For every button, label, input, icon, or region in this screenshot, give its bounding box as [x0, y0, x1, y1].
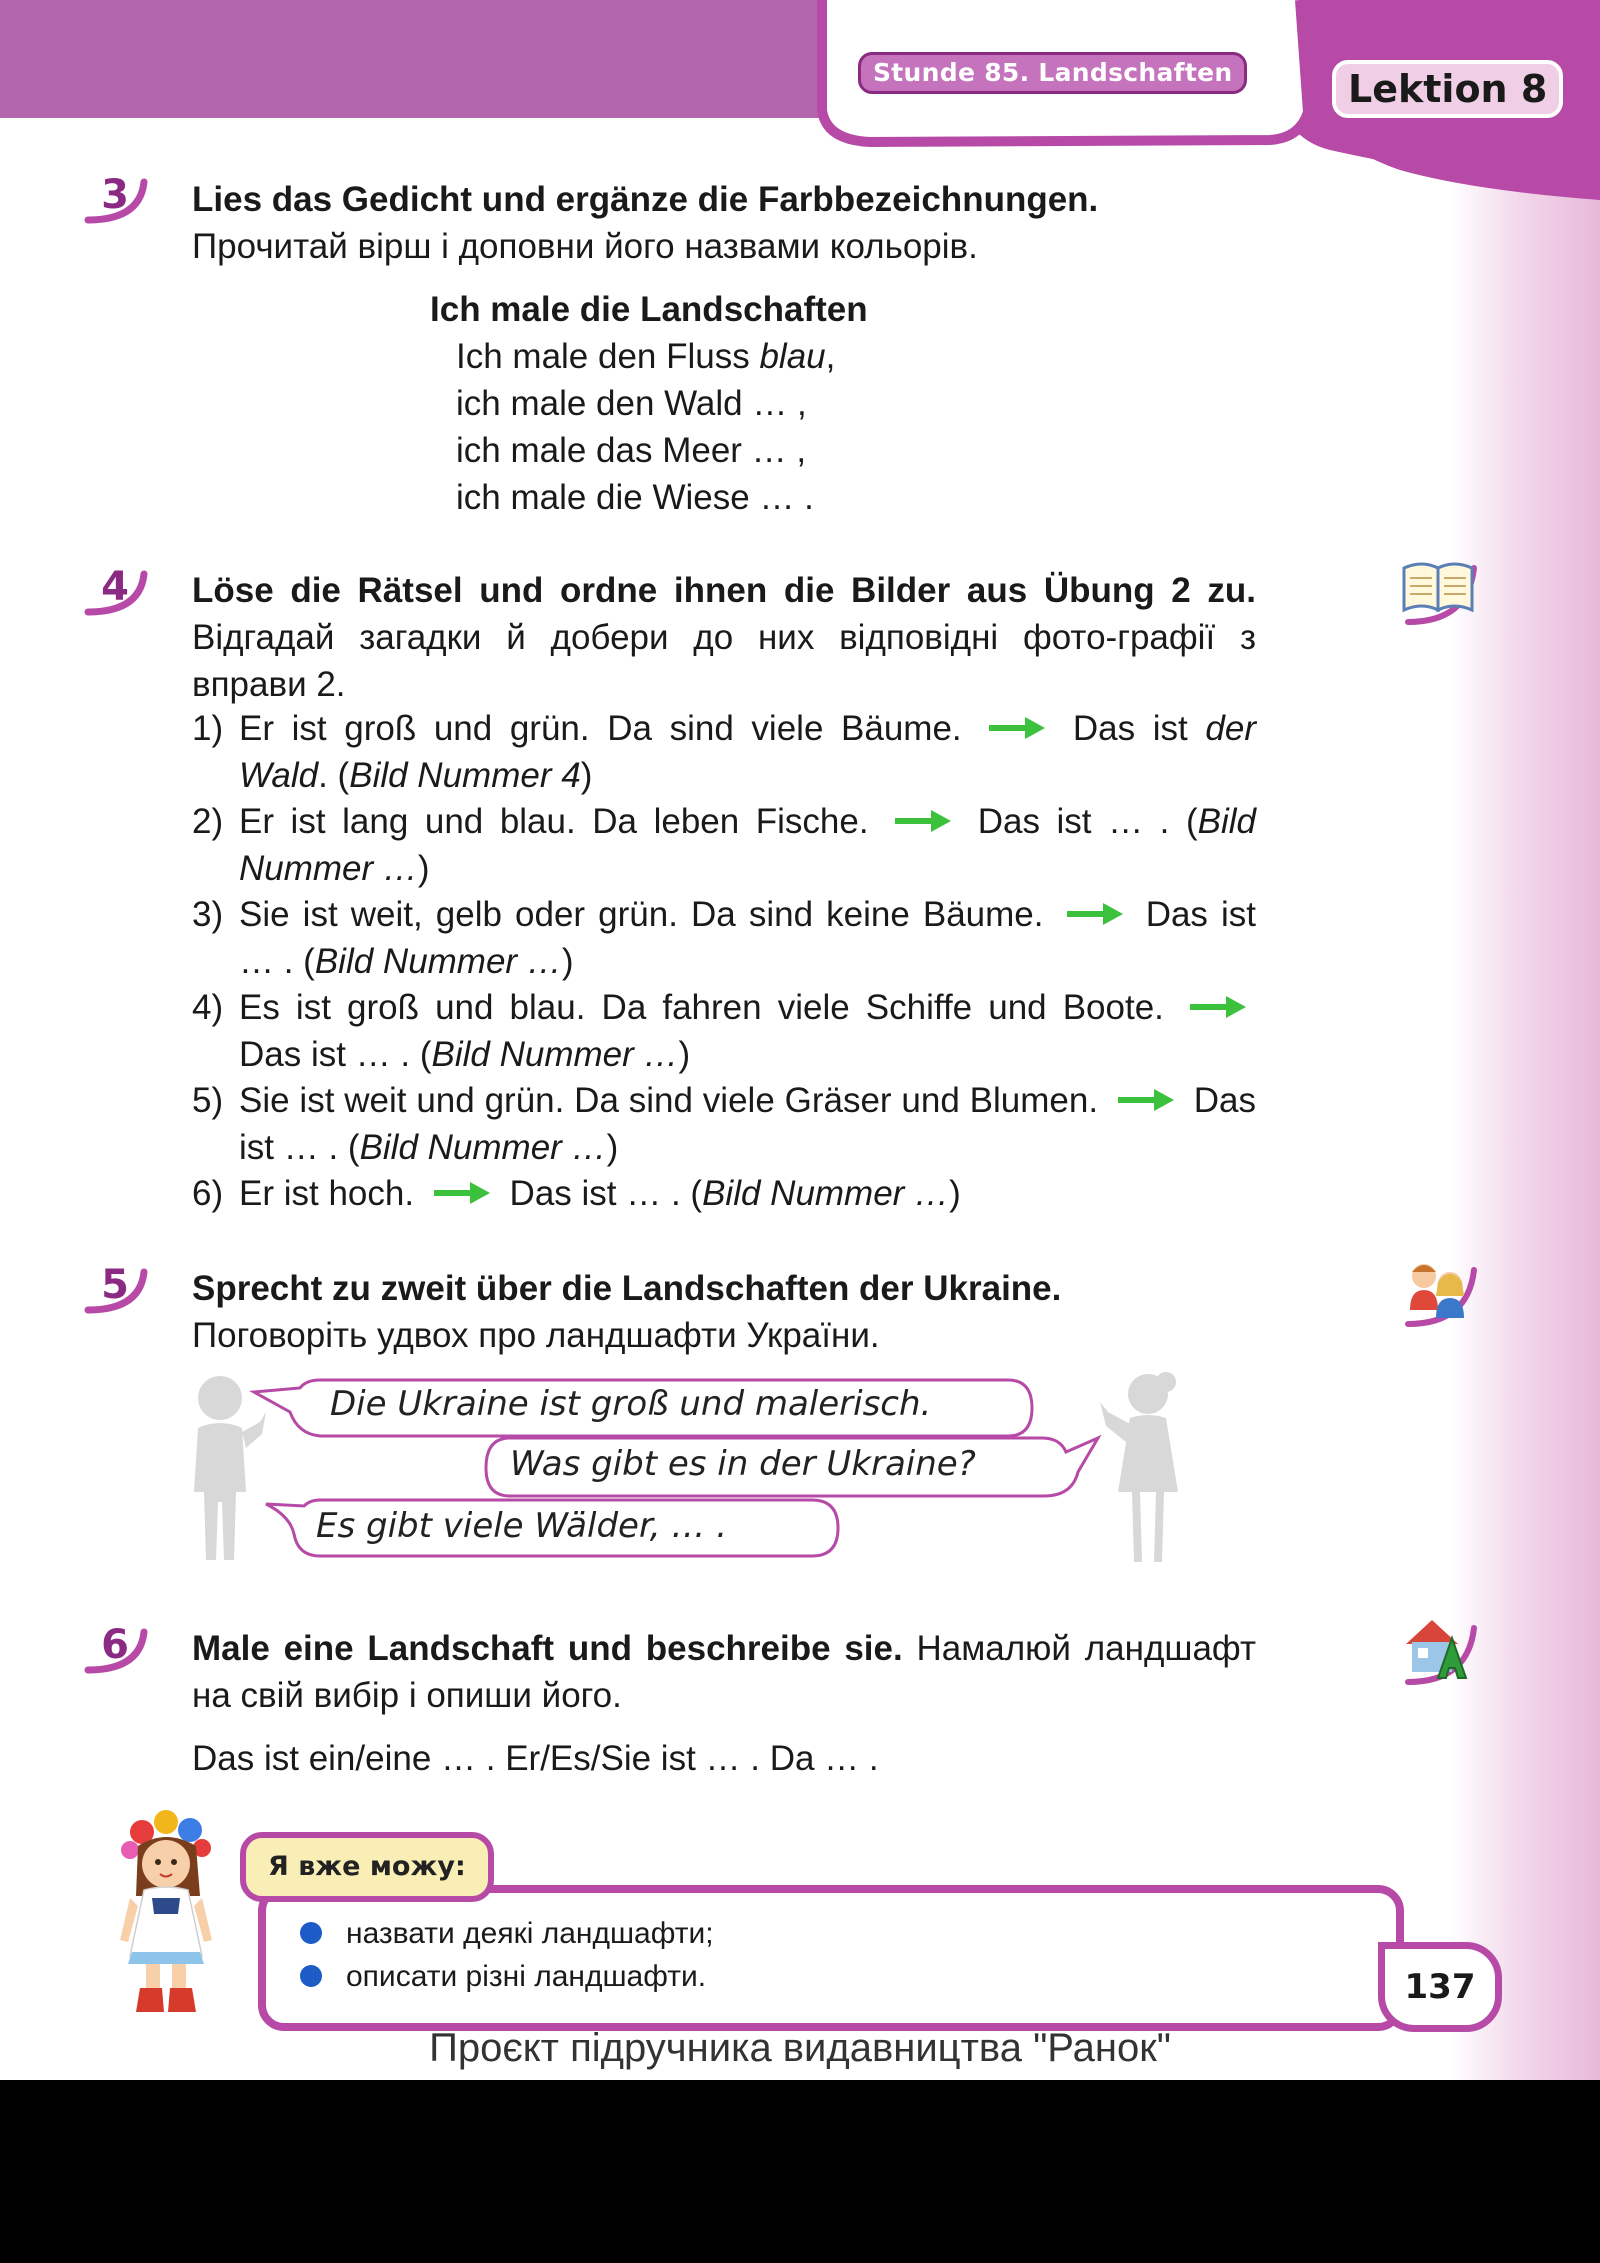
riddle-paren-close: ) — [561, 942, 574, 981]
task3-title-uk: Прочитай вірш і доповни його назвами кольорів. — [192, 227, 978, 266]
riddle-text: Er ist hoch. — [239, 1174, 415, 1213]
riddle-picture-number: 4 — [551, 756, 581, 795]
poem-line-1-example: blau — [759, 337, 826, 376]
riddle-number: 5) — [192, 1081, 224, 1120]
speech-bubble-2 — [482, 1432, 1102, 1500]
riddle-item — [192, 1170, 1256, 1217]
task5-instruction — [192, 1265, 1256, 1359]
can-do-tab: Я вже можу: — [240, 1832, 494, 1902]
task5-title-de: Sprecht zu zweit über die Landschaften der Ukraine. — [192, 1269, 1062, 1308]
riddle-body — [239, 891, 1256, 985]
number-bracket-icon — [80, 1626, 154, 1678]
riddle-number: 2) — [192, 802, 224, 841]
riddle-item — [192, 984, 1256, 1078]
task-number-3 — [84, 168, 146, 222]
list-item — [300, 1955, 714, 1998]
riddle-prompt: Das ist — [1072, 709, 1188, 748]
bubble-text-3: Es gibt viele Wälder, … . — [316, 1506, 728, 1546]
riddle-paren: ( — [1185, 802, 1198, 841]
task4-title-uk: Відгадай загадки й добери до них відповідні фото-графії з вправи 2. — [192, 618, 1256, 704]
task-number-5 — [84, 1258, 146, 1312]
riddle-number: 3) — [192, 895, 224, 934]
riddle-picture-number: … — [561, 1128, 607, 1167]
poem-title: Ich male die Landschaften — [430, 290, 868, 329]
task5-title-uk: Поговоріть удвох про ландшафти України. — [192, 1316, 880, 1355]
task-number-label: 3 — [101, 172, 129, 218]
bubble-text-2: Was gibt es in der Ukraine? — [510, 1444, 976, 1484]
riddle-body — [239, 798, 1256, 892]
riddle-text: Sie ist weit, gelb oder grün. Da sind keine Bäume. — [239, 895, 1044, 934]
task3-title-de: Lies das Gedicht und ergänze die Farbbezeichnungen. — [192, 180, 1099, 219]
publisher-footer: Проєкт підручника видавництва "Ранок" — [429, 2026, 1171, 2070]
riddle-body — [239, 984, 1256, 1078]
house-letter-a-icon — [1398, 1608, 1482, 1692]
riddle-picture-number: … — [904, 1174, 950, 1213]
girl-silhouette-icon — [1090, 1372, 1190, 1568]
riddle-text: Er ist lang und blau. Da leben Fische. — [239, 802, 869, 841]
riddle-picture-number: … — [633, 1035, 679, 1074]
poem — [430, 286, 868, 521]
task6-instruction — [192, 1625, 1256, 1719]
riddle-picture-number: … — [373, 849, 418, 888]
page-number: 137 — [1378, 1942, 1502, 2032]
poem-line-1-text: Ich male den Fluss — [456, 337, 760, 376]
poem-line-1-comma: , — [825, 337, 836, 376]
riddle-text: Er ist groß und grün. Da sind viele Bäume. — [239, 709, 962, 748]
riddle-paren-close: ) — [606, 1128, 619, 1167]
riddle-item — [192, 1077, 1256, 1171]
riddle-prompt: Das ist … . ( — [239, 1035, 432, 1074]
poem-line-3: ich male das Meer … , — [456, 431, 807, 470]
riddle-item — [192, 798, 1256, 892]
speech-bubble-1 — [248, 1376, 1038, 1440]
riddle-number: 1) — [192, 709, 224, 748]
poem-line-4: ich male die Wiese … . — [456, 478, 814, 517]
lesson-title-badge: Stunde 85. Landschaften — [858, 52, 1247, 94]
green-arrow-icon — [1065, 901, 1125, 927]
speech-bubble-3 — [264, 1494, 844, 1562]
bullet-dot-icon — [300, 1965, 322, 1987]
poem-line-1 — [430, 333, 868, 380]
task6-model-sentence: Das ist ein/eine … . Er/Es/Sie ist … . Da … . — [192, 1739, 879, 1778]
riddle-prompt: Das ist … . ( — [239, 1081, 1256, 1167]
riddle-paren: . ( — [318, 756, 350, 795]
riddle-item — [192, 705, 1256, 799]
riddle-picture-label: Bild Nummer — [702, 1174, 905, 1213]
riddle-paren-close: ) — [417, 849, 430, 888]
task6-title-de: Male eine Landschaft und beschreibe sie. — [192, 1629, 903, 1668]
task-number-label: 5 — [101, 1262, 129, 1308]
number-bracket-icon — [80, 568, 154, 620]
riddle-prompt: Das ist … . ( — [239, 895, 1257, 981]
riddle-picture-label: Bild Nummer — [239, 802, 1256, 888]
riddle-body — [239, 705, 1256, 799]
girl-in-costume-icon — [108, 1806, 228, 2020]
green-arrow-icon — [1188, 994, 1248, 1020]
riddle-paren-close: ) — [949, 1174, 961, 1213]
riddle-paren-close: ) — [678, 1035, 691, 1074]
riddle-picture-label: Bild Nummer — [431, 1035, 634, 1074]
riddle-body — [239, 1170, 1256, 1217]
task-number-label: 4 — [101, 564, 129, 610]
two-children-icon — [1398, 1250, 1482, 1334]
bullet-dot-icon — [300, 1922, 322, 1944]
green-arrow-icon — [1116, 1087, 1176, 1113]
task-number-label: 6 — [101, 1622, 129, 1668]
riddle-text: Es ist groß und blau. Da fahren viele Schiffe und Boote. — [239, 988, 1164, 1027]
riddle-picture-label: Bild Nummer — [359, 1128, 562, 1167]
riddle-picture-label: Bild Nummer — [349, 756, 552, 795]
riddle-paren-close: ) — [580, 756, 593, 795]
poem-line-2: ich male den Wald … , — [456, 384, 807, 423]
task4-title-de: Löse die Rätsel und ordne ihnen die Bilder aus Übung 2 zu. — [192, 571, 1256, 610]
riddle-number: 4) — [192, 988, 224, 1027]
bubble-text-1: Die Ukraine ist groß und malerisch. — [330, 1384, 932, 1424]
open-book-icon — [1398, 548, 1482, 632]
riddle-number: 6) — [192, 1174, 224, 1213]
green-arrow-icon — [893, 808, 953, 834]
green-arrow-icon — [432, 1180, 492, 1206]
task4-instruction — [192, 567, 1256, 708]
task-number-6 — [84, 1618, 146, 1672]
riddle-picture-label: Bild Nummer — [314, 942, 518, 981]
right-margin-strip — [1450, 0, 1600, 2080]
riddle-text: Sie ist weit und grün. Da sind viele Gräser und Blumen. — [239, 1081, 1099, 1120]
list-item — [300, 1912, 714, 1955]
number-bracket-icon — [80, 1266, 154, 1318]
can-do-list — [300, 1912, 714, 1998]
can-do-item-text: описати різні ландшафти. — [346, 1960, 707, 1993]
riddle-prompt: Das ist … . — [977, 802, 1170, 841]
number-bracket-icon — [80, 176, 154, 228]
green-arrow-icon — [987, 715, 1047, 741]
riddle-body — [239, 1077, 1256, 1171]
task-number-4 — [84, 560, 146, 614]
lesson-number-badge: Lektion 8 — [1332, 60, 1563, 118]
riddle-picture-number: … — [517, 942, 562, 981]
riddle-answer-example: der Wald — [239, 709, 1256, 795]
can-do-item-text: назвати деякі ландшафти; — [346, 1917, 714, 1950]
riddle-item — [192, 891, 1256, 985]
task3-instruction — [192, 176, 1256, 270]
riddle-prompt: Das ist … . ( — [509, 1174, 703, 1213]
task6-title-uk: Намалюй ландшафт на свій вибір і опиши його. — [192, 1629, 1256, 1715]
